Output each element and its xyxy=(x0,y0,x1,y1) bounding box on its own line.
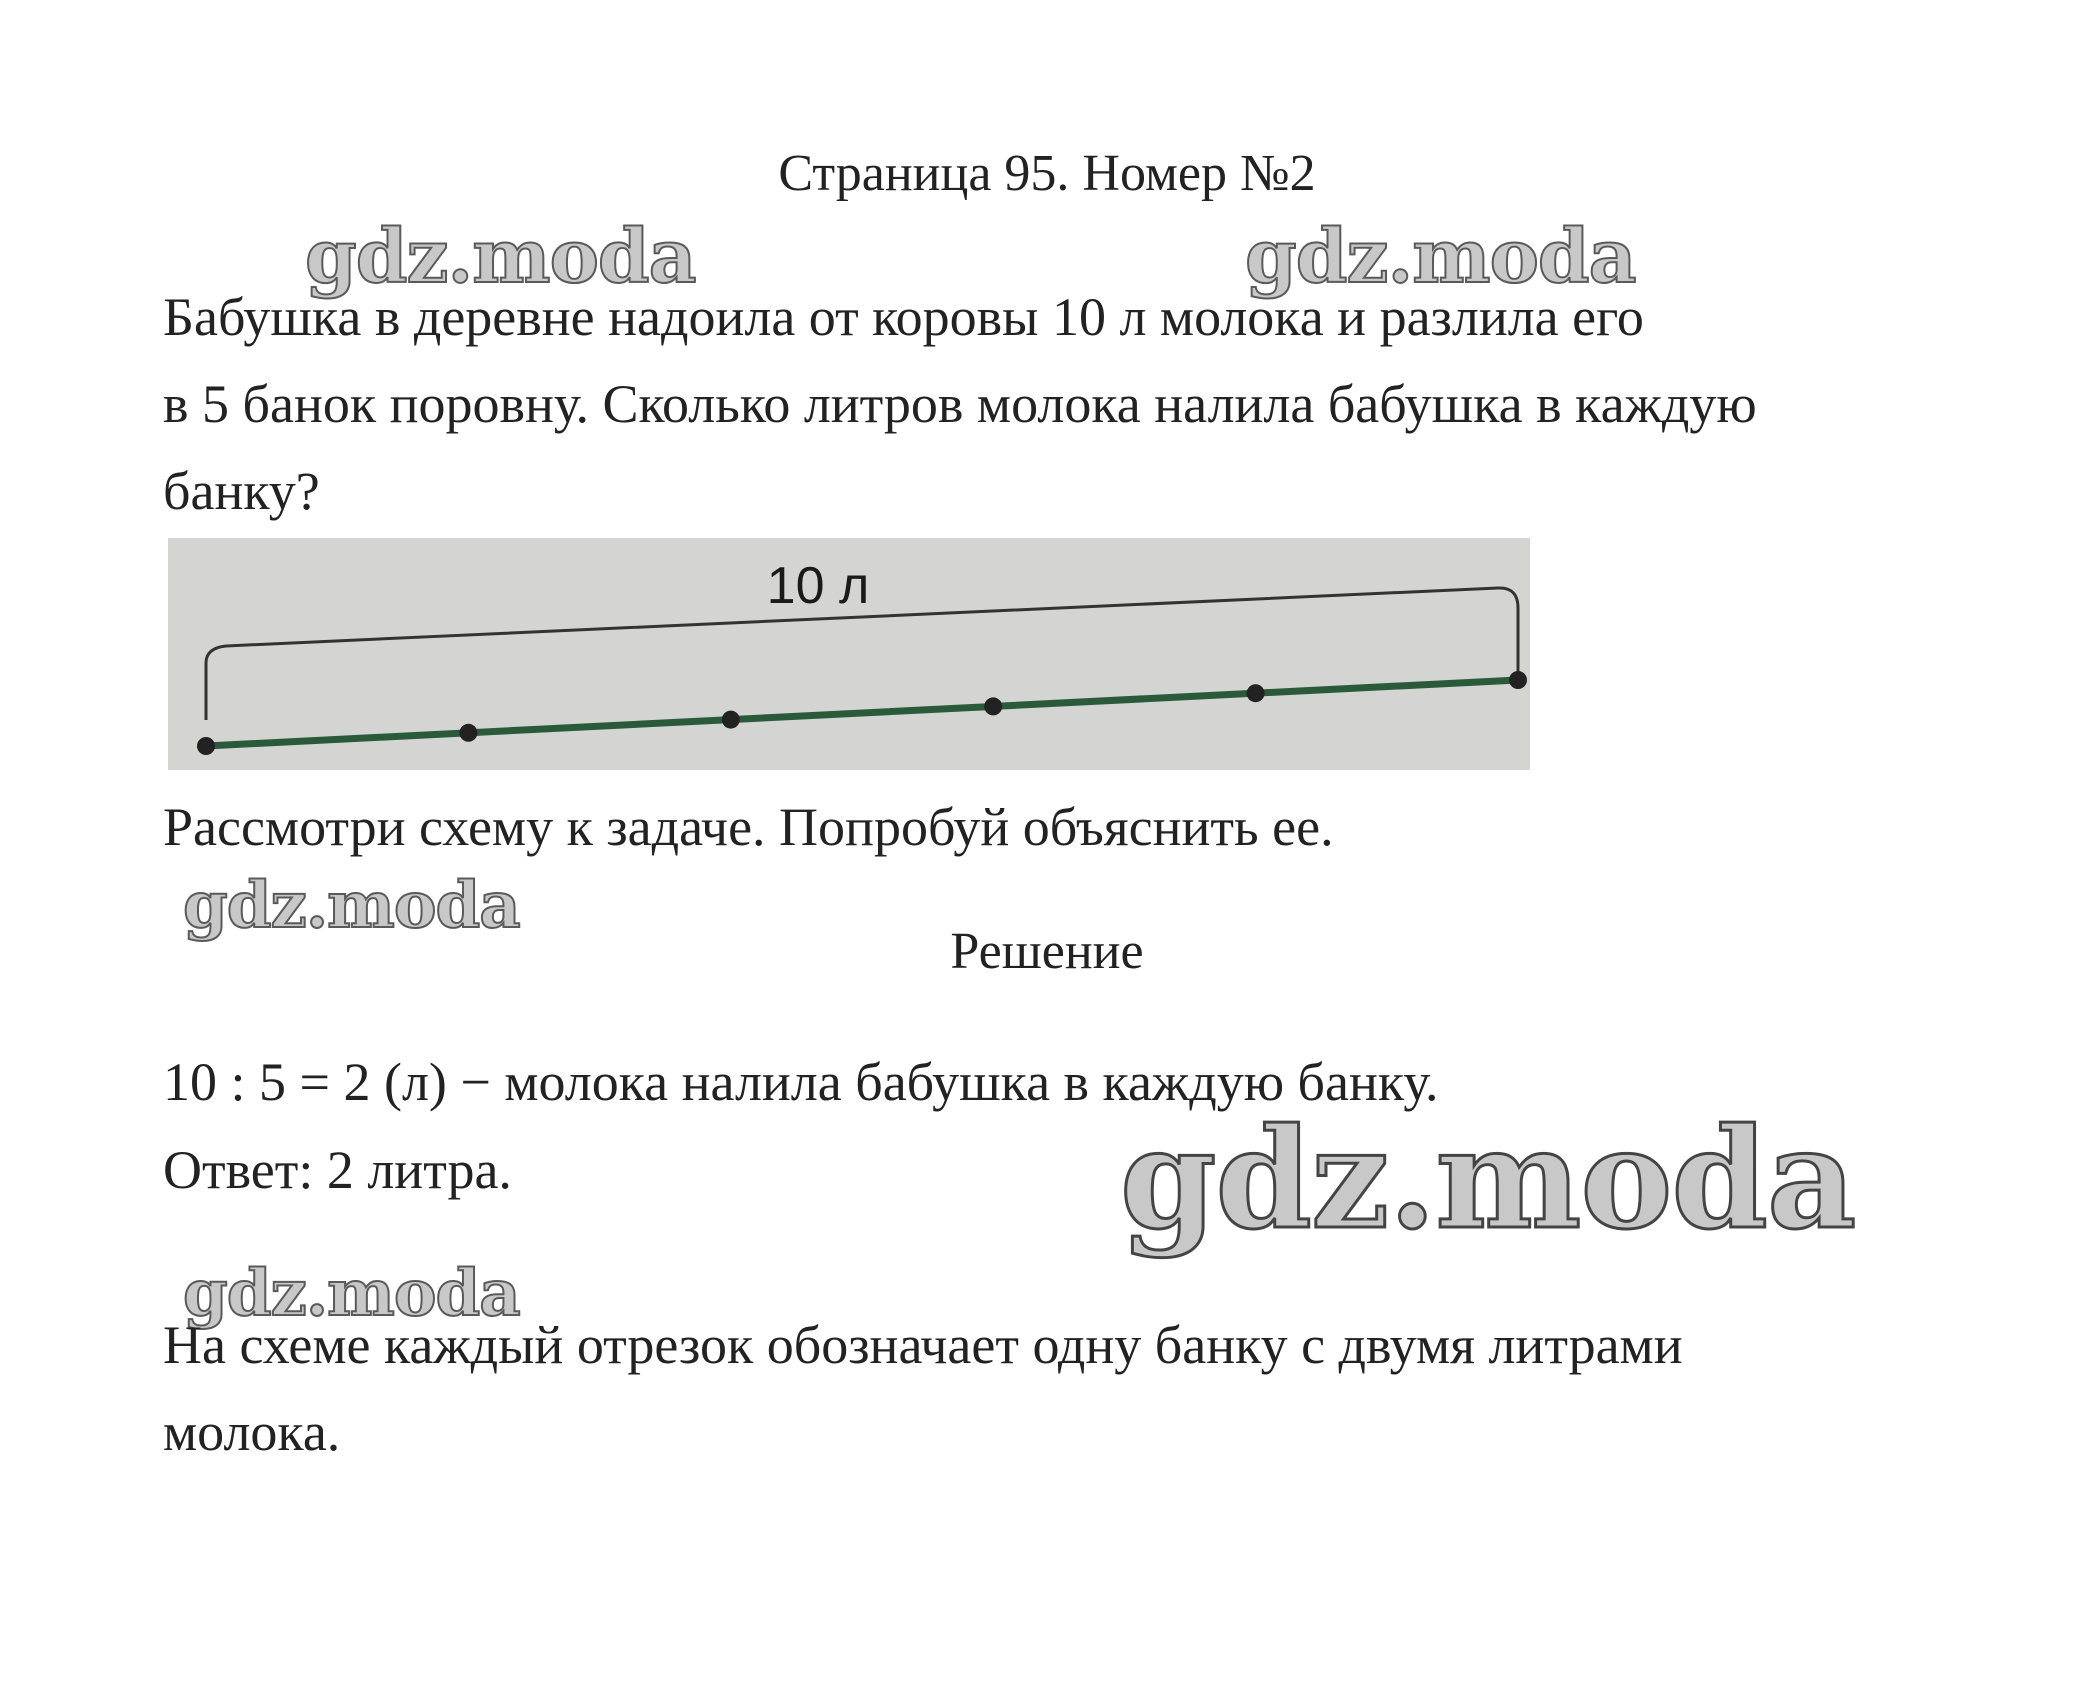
instruction-text: Рассмотри схему к задаче. Попробуй объяснить ее. xyxy=(163,797,1334,857)
problem-line: в 5 банок поровну. Сколько литров молока налила бабушка в каждую xyxy=(163,374,1757,434)
solution-heading: Решение xyxy=(950,923,1144,980)
scheme-diagram xyxy=(168,538,1530,770)
watermark: gdz.moda xyxy=(183,868,520,943)
explanation-line: На схеме каждый отрезок обозначает одну банку с двумя литрами xyxy=(163,1315,1683,1375)
scheme-point xyxy=(722,711,740,729)
scheme-point xyxy=(459,724,477,742)
scheme-label: 10 л xyxy=(766,557,870,615)
scheme-line xyxy=(206,680,1518,746)
problem-line: Бабушка в деревне надоила от коровы 10 л молока и разлила его xyxy=(163,287,1644,347)
watermark: gdz.moda xyxy=(305,214,696,300)
explanation-line: молока. xyxy=(163,1402,341,1462)
problem-line: банку? xyxy=(163,461,320,521)
scheme-point xyxy=(1509,671,1527,689)
watermark: gdz.moda xyxy=(1245,214,1636,300)
scheme-point xyxy=(197,737,215,755)
problem-scheme xyxy=(168,538,1530,770)
solution-answer: Ответ: 2 литра. xyxy=(163,1140,512,1200)
watermark: gdz.moda xyxy=(1120,1097,1856,1260)
solution-equation: 10 : 5 = 2 (л) − молока налила бабушка в каждую банку. xyxy=(163,1052,1439,1112)
watermark: gdz.moda xyxy=(183,1256,520,1331)
scheme-point xyxy=(984,697,1002,715)
scheme-point xyxy=(1247,684,1265,702)
page-title: Страница 95. Номер №2 xyxy=(778,145,1316,202)
